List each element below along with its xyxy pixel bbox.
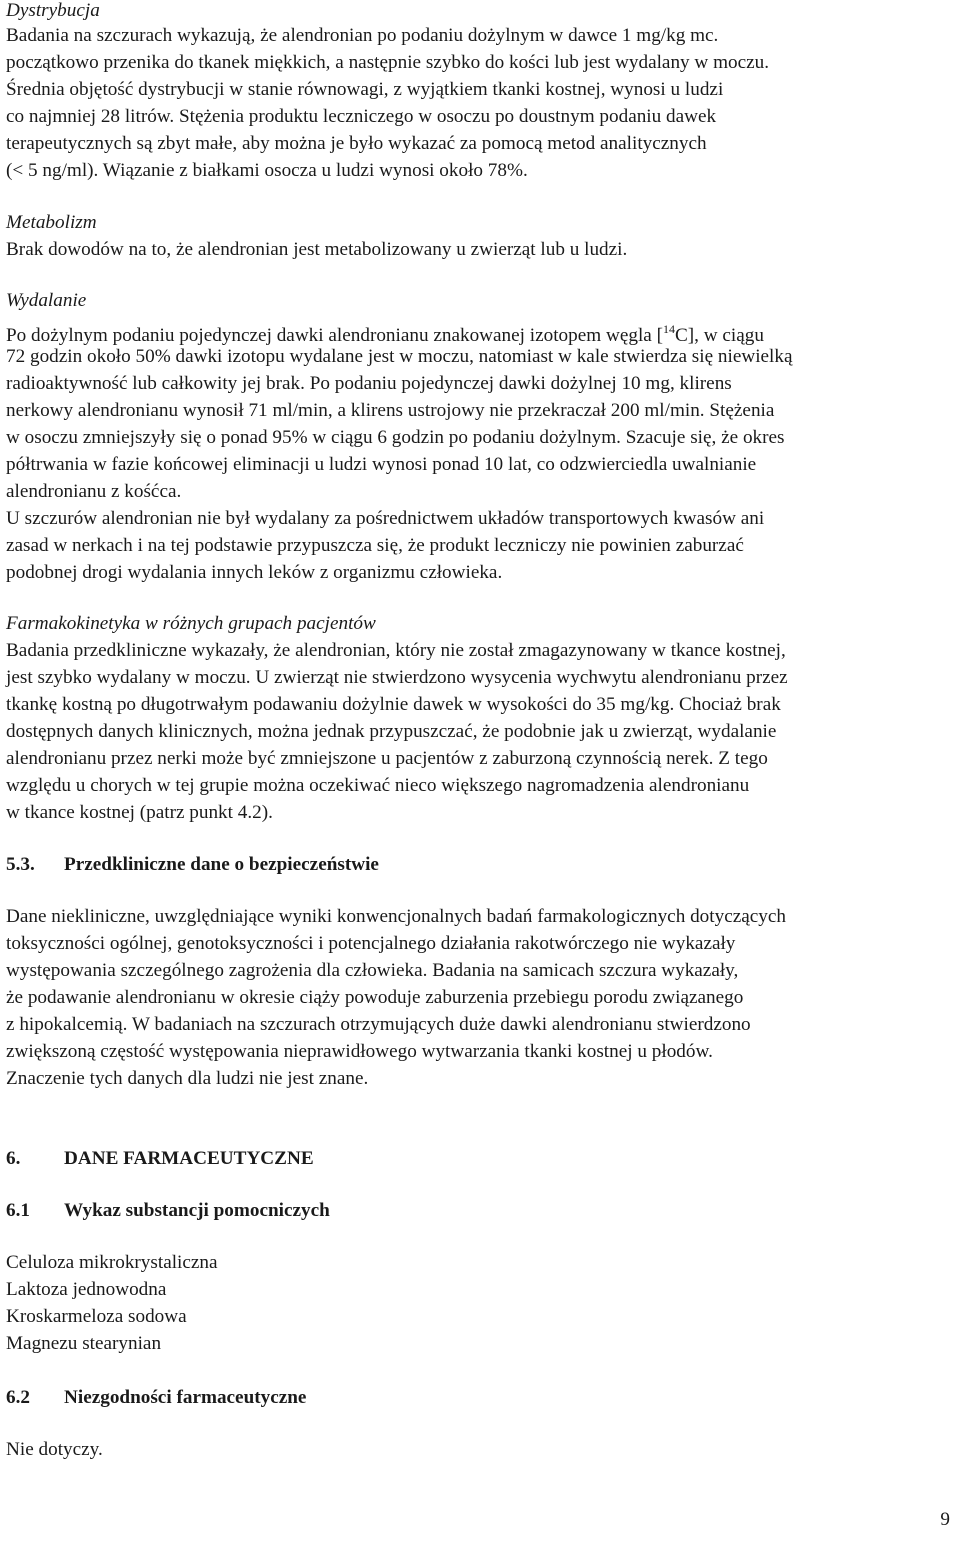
special-groups-line: tkankę kostną po długotrwałym podawaniu dożylnie dawek w wysokości do 35 mg/kg. Chociaż brak xyxy=(6,694,781,715)
special-groups-line: w tkance kostnej (patrz punkt 4.2). xyxy=(6,802,273,823)
excretion-line: w osoczu zmniejszyły się o ponad 95% w ciągu 6 godzin po podaniu dożylnym. Szacuje się, że okres xyxy=(6,427,785,448)
distribution-line: co najmniej 28 litrów. Stężenia produktu leczniczego w osoczu po doustnym podaniu dawek xyxy=(6,106,717,127)
section-6-heading xyxy=(6,1145,314,1172)
excretion-line: alendronianu z kośćca. xyxy=(6,481,182,502)
distribution-line: terapeutycznych są zbyt małe, aby można je było wykazać za pomocą metod analitycznych xyxy=(6,133,707,154)
section-title: Przedkliniczne dane o bezpieczeństwie xyxy=(64,854,379,875)
isotope-superscript: 14 xyxy=(662,322,675,336)
preclinical-line: występowania szczególnego zagrożenia dla człowieka. Badania na samicach szczura wykazały, xyxy=(6,960,739,981)
excretion-line: U szczurów alendronian nie był wydalany za pośrednictwem układów transportowych kwasów ani xyxy=(6,508,765,529)
section-6-2-heading xyxy=(6,1384,306,1411)
excretion-line: nerkowy alendronianu wynosił 71 ml/min, a klirens ustrojowy nie przekraczał 200 ml/min. Stężenia xyxy=(6,400,775,421)
preclinical-line: toksyczności ogólnej, genotoksyczności i potencjalnego działania rakotwórczego nie wykazały xyxy=(6,933,736,954)
excipient-item: Magnezu stearynian xyxy=(6,1333,162,1354)
section-number: 5.3. xyxy=(6,854,35,875)
excretion-line: 72 godzin około 50% dawki izotopu wydalane jest w moczu, natomiast w kale stwierdza się niewielką xyxy=(6,346,793,367)
section-title: Niezgodności farmaceutyczne xyxy=(64,1387,307,1408)
special-groups-line: jest szybko wydalany w moczu. U zwierząt nie stwierdzono wysycenia wychwytu alendronianu przez xyxy=(6,667,788,688)
special-groups-line: Badania przedkliniczne wykazały, że alendronian, który nie został zmagazynowany w tkance kostnej, xyxy=(6,640,786,661)
metabolism-line: Brak dowodów na to, że alendronian jest metabolizowany u zwierząt lub u ludzi. xyxy=(6,239,628,260)
excretion-line: podobnej drogi wydalania innych leków z organizmu człowieka. xyxy=(6,562,503,583)
excipient-item: Celuloza mikrokrystaliczna xyxy=(6,1252,218,1273)
distribution-line: Badania na szczurach wykazują, że alendronian po podaniu dożylnym w dawce 1 mg/kg mc. xyxy=(6,25,719,46)
excretion-line: półtrwania w fazie końcowej eliminacji u ludzi wynosi ponad 10 lat, co odzwierciedla uwalnianie xyxy=(6,454,757,475)
page-number: 9 xyxy=(940,1509,950,1530)
distribution-line: Średnia objętość dystrybucji w stanie równowagi, z wyjątkiem tkanki kostnej, wynosi u ludzi xyxy=(6,79,724,100)
preclinical-line: zwiększoną częstość występowania nieprawidłowego wytwarzania tkanki kostnej u płodów. xyxy=(6,1041,713,1062)
special-groups-line: dostępnych danych klinicznych, można jednak przypuszczać, że podobnie jak u zwierząt, wydalanie xyxy=(6,721,777,742)
excretion-line: zasad w nerkach i na tej podstawie przypuszcza się, że produkt leczniczy nie powinien zaburzać xyxy=(6,535,744,556)
excretion-line: Po dożylnym podaniu pojedynczej dawki alendronianu znakowanej izotopem węgla [$^{14}$C], w ciągu xyxy=(6,322,764,346)
excretion-line: radioaktywność lub całkowity jej brak. Po podaniu pojedynczej dawki dożylnej 10 mg, klirens xyxy=(6,373,732,394)
excretion-heading: Wydalanie xyxy=(6,290,87,311)
section-number: 6. xyxy=(6,1148,21,1169)
incompatibilities-text: Nie dotyczy. xyxy=(6,1439,103,1460)
section-number: 6.2 xyxy=(6,1387,30,1408)
section-number: 6.1 xyxy=(6,1200,30,1221)
section-6-1-heading xyxy=(6,1197,330,1224)
preclinical-line: Dane niekliniczne, uwzględniające wyniki konwencjonalnych badań farmakologicznych dotyczących xyxy=(6,906,786,927)
preclinical-line: że podawanie alendronianu w okresie ciąży powoduje zaburzenia przebiegu porodu związanego xyxy=(6,987,744,1008)
section-title: Wykaz substancji pomocniczych xyxy=(64,1200,330,1221)
special-groups-line: względu u chorych w tej grupie można oczekiwać nieco większego nagromadzenia alendronianu xyxy=(6,775,750,796)
section-title: DANE FARMACEUTYCZNE xyxy=(64,1148,314,1169)
special-groups-heading: Farmakokinetyka w różnych grupach pacjentów xyxy=(6,613,376,634)
distribution-heading: Dystrybucja xyxy=(6,0,100,21)
distribution-line: (< 5 ng/ml). Wiązanie z białkami osocza u ludzi wynosi około 78%. xyxy=(6,160,528,181)
preclinical-line: Znaczenie tych danych dla ludzi nie jest znane. xyxy=(6,1068,369,1089)
metabolism-heading: Metabolizm xyxy=(6,212,97,233)
distribution-line: początkowo przenika do tkanek miękkich, a następnie szybko do kości lub jest wydalany w moczu. xyxy=(6,52,770,73)
excipient-item: Kroskarmeloza sodowa xyxy=(6,1306,187,1327)
special-groups-line: alendronianu przez nerki może być zmniejszone u pacjentów z zaburzoną czynnością nerek. Z tego xyxy=(6,748,768,769)
section-5-3-heading xyxy=(6,851,379,878)
excipient-item: Laktoza jednowodna xyxy=(6,1279,167,1300)
preclinical-line: z hipokalcemią. W badaniach na szczurach otrzymujących duże dawki alendronianu stwierdzono xyxy=(6,1014,751,1035)
